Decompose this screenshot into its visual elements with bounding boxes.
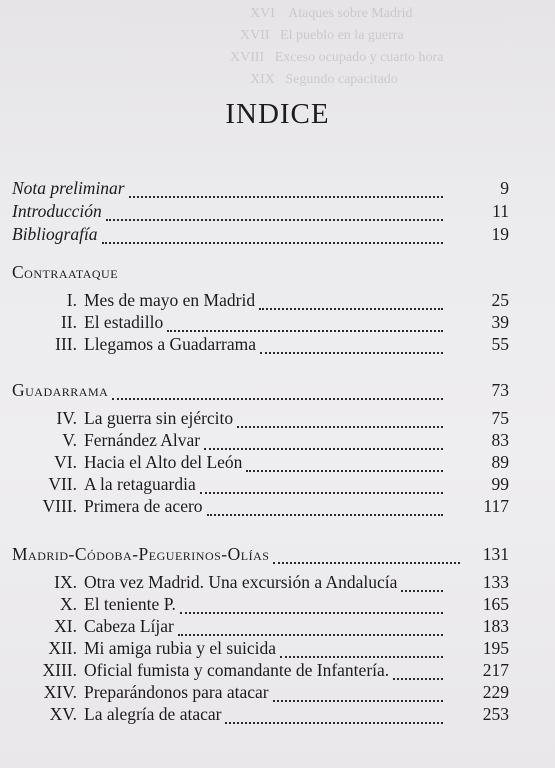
chapter-number: IX. <box>54 572 77 592</box>
chapter-title: Mes de mayo en Madrid <box>84 290 256 310</box>
chapter-title: Cabeza Líjar <box>84 616 174 636</box>
chapter-title: Primera de acero <box>84 496 203 516</box>
chapter-title: Preparándonos para atacar <box>84 682 269 702</box>
part-heading-row <box>0 262 555 282</box>
front-matter-row <box>0 224 555 244</box>
dot-leader <box>178 616 443 636</box>
dot-leader <box>246 452 443 472</box>
chapter-title: El teniente P. <box>84 594 176 614</box>
show-through-text: XVIII Exceso ocupado y cuarto hora <box>230 50 444 65</box>
chapter-row <box>0 430 555 450</box>
chapter-row <box>0 682 555 702</box>
front-matter-label: Bibliografía <box>12 224 98 244</box>
dot-leader <box>106 201 443 221</box>
chapter-number: III. <box>55 334 77 354</box>
chapter-row <box>0 660 555 680</box>
chapter-number: V. <box>62 430 77 450</box>
chapter-number: VII. <box>48 474 77 494</box>
chapter-row <box>0 290 555 310</box>
chapter-row <box>0 704 555 724</box>
front-matter-row <box>0 201 555 221</box>
chapter-row <box>0 572 555 592</box>
page-number: 131 <box>482 544 509 564</box>
dot-leader <box>129 178 443 198</box>
dot-leader <box>225 704 443 724</box>
page-number: 89 <box>491 452 509 472</box>
chapter-number: VI. <box>54 452 77 472</box>
chapter-number: XIV. <box>43 682 77 702</box>
part-heading-row <box>0 380 555 400</box>
chapter-title: Oficial fumista y comandante de Infantería. <box>84 660 390 680</box>
dot-leader <box>112 380 443 400</box>
page-number: 165 <box>482 594 509 614</box>
page-number: 99 <box>491 474 509 494</box>
chapter-title: El estadillo <box>84 312 164 332</box>
chapter-number: XIII. <box>42 660 77 680</box>
dot-leader <box>237 408 443 428</box>
chapter-number: XII. <box>48 638 77 658</box>
chapter-row <box>0 312 555 332</box>
page-number: 73 <box>491 380 509 400</box>
page-number: 229 <box>482 682 509 702</box>
dot-leader <box>273 544 460 564</box>
dot-leader <box>401 572 443 592</box>
part-heading: Guadarrama <box>12 380 109 400</box>
page-number: 195 <box>482 638 509 658</box>
chapter-row <box>0 334 555 354</box>
front-matter-label: Introducción <box>12 201 102 221</box>
chapter-row <box>0 594 555 614</box>
dot-leader <box>273 682 443 702</box>
chapter-title: A la retaguardia <box>84 474 196 494</box>
page-number: 55 <box>491 334 509 354</box>
page-number: 39 <box>491 312 509 332</box>
chapter-row <box>0 452 555 472</box>
part-heading: Madrid-Códoba-Peguerinos-Olías <box>12 544 270 564</box>
chapter-number: XI. <box>54 616 77 636</box>
page-number: 83 <box>491 430 509 450</box>
chapter-row <box>0 474 555 494</box>
dot-leader <box>393 660 443 680</box>
page-title: INDICE <box>225 98 330 130</box>
chapter-title: Fernández Alvar <box>84 430 201 450</box>
chapter-title: Mi amiga rubia y el suicida <box>84 638 276 658</box>
front-matter-row <box>0 178 555 198</box>
chapter-number: IV. <box>56 408 77 428</box>
page-number: 133 <box>482 572 509 592</box>
chapter-title: La guerra sin ejército <box>84 408 234 428</box>
dot-leader <box>260 334 443 354</box>
chapter-title: La alegría de atacar <box>84 704 222 724</box>
show-through-text: XVII El pueblo en la guerra <box>240 28 404 43</box>
page-number: 117 <box>483 496 509 516</box>
chapter-row <box>0 408 555 428</box>
chapter-title: Hacia el Alto del León <box>84 452 243 472</box>
dot-leader <box>167 312 443 332</box>
page-number: 183 <box>482 616 509 636</box>
dot-leader <box>102 224 443 244</box>
front-matter-label: Nota preliminar <box>12 178 125 198</box>
dot-leader <box>207 496 443 516</box>
page-number: 75 <box>491 408 509 428</box>
chapter-number: X. <box>59 594 77 614</box>
dot-leader <box>259 290 443 310</box>
page-number: 217 <box>482 660 509 680</box>
chapter-number: XV. <box>49 704 77 724</box>
chapter-row <box>0 638 555 658</box>
page-number: 11 <box>492 201 509 221</box>
dot-leader <box>204 430 443 450</box>
chapter-title: Llegamos a Guadarrama <box>84 334 257 354</box>
part-heading: Contraataque <box>12 262 119 282</box>
page-number: 25 <box>491 290 509 310</box>
dot-leader <box>180 594 443 614</box>
page-number: 9 <box>500 178 509 198</box>
show-through-text: XVI Ataques sobre Madrid <box>250 6 413 21</box>
show-through-text: XIX Segundo capacitado <box>250 72 398 87</box>
chapter-number: II. <box>60 312 77 332</box>
chapter-number: I. <box>66 290 77 310</box>
dot-leader <box>280 638 443 658</box>
chapter-title: Otra vez Madrid. Una excursión a Andalucía <box>84 572 398 592</box>
dot-leader <box>200 474 443 494</box>
part-heading-row <box>0 544 555 564</box>
page-number: 253 <box>482 704 509 724</box>
chapter-row <box>0 616 555 636</box>
page-number: 19 <box>491 224 509 244</box>
chapter-number: VIII. <box>42 496 77 516</box>
chapter-row <box>0 496 555 516</box>
